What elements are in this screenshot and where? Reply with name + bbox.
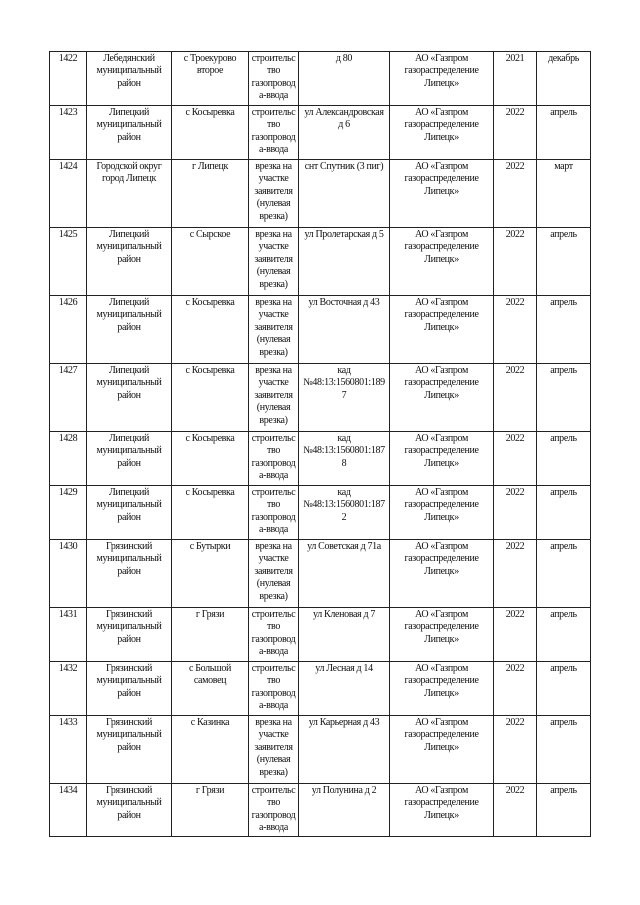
organization-cell: АО «Газпром газораспределение Липецк» <box>390 540 494 608</box>
organization-cell: АО «Газпром газораспределение Липецк» <box>390 662 494 716</box>
address-cell: ул Полунина д 2 <box>299 784 390 837</box>
settlement-cell: с Косыревка <box>172 486 249 540</box>
organization-cell: АО «Газпром газораспределение Липецк» <box>390 716 494 784</box>
table-row <box>50 784 591 837</box>
table-row <box>50 160 591 228</box>
work-type-cell: врезка на участке заявителя (нулевая врезка) <box>249 716 299 784</box>
table-row <box>50 486 591 540</box>
work-type-cell: строительство газопровода-ввода <box>249 52 299 106</box>
month-cell: апрель <box>537 364 591 432</box>
row-number-cell: 1428 <box>50 432 87 486</box>
work-type-cell: строительство газопровода-ввода <box>249 106 299 160</box>
settlement-cell: с Троекурово второе <box>172 52 249 106</box>
organization-cell: АО «Газпром газораспределение Липецк» <box>390 784 494 837</box>
row-number-cell: 1429 <box>50 486 87 540</box>
settlement-cell: с Казинка <box>172 716 249 784</box>
row-number-cell: 1427 <box>50 364 87 432</box>
municipal-area-cell: Грязинский муниципальный район <box>87 540 172 608</box>
year-cell: 2022 <box>494 608 537 662</box>
row-number-cell: 1431 <box>50 608 87 662</box>
row-number-cell: 1433 <box>50 716 87 784</box>
settlement-cell: с Косыревка <box>172 432 249 486</box>
municipal-area-cell: Грязинский муниципальный район <box>87 608 172 662</box>
month-cell: апрель <box>537 716 591 784</box>
settlement-cell: г Грязи <box>172 784 249 837</box>
month-cell: апрель <box>537 540 591 608</box>
organization-cell: АО «Газпром газораспределение Липецк» <box>390 228 494 296</box>
address-cell: ул Карьерная д 43 <box>299 716 390 784</box>
month-cell: декабрь <box>537 52 591 106</box>
organization-cell: АО «Газпром газораспределение Липецк» <box>390 296 494 364</box>
municipal-area-cell: Грязинский муниципальный район <box>87 662 172 716</box>
month-cell: апрель <box>537 228 591 296</box>
settlement-cell: г Грязи <box>172 608 249 662</box>
organization-cell: АО «Газпром газораспределение Липецк» <box>390 608 494 662</box>
work-type-cell: строительство газопровода-ввода <box>249 662 299 716</box>
organization-cell: АО «Газпром газораспределение Липецк» <box>390 432 494 486</box>
work-type-cell: строительство газопровода-ввода <box>249 486 299 540</box>
month-cell: апрель <box>537 784 591 837</box>
work-type-cell: врезка на участке заявителя (нулевая врезка) <box>249 540 299 608</box>
month-cell: март <box>537 160 591 228</box>
month-cell: апрель <box>537 432 591 486</box>
settlement-cell: с Косыревка <box>172 106 249 160</box>
table-row <box>50 432 591 486</box>
organization-cell: АО «Газпром газораспределение Липецк» <box>390 486 494 540</box>
work-type-cell: врезка на участке заявителя (нулевая врезка) <box>249 160 299 228</box>
row-number-cell: 1424 <box>50 160 87 228</box>
municipal-area-cell: Липецкий муниципальный район <box>87 432 172 486</box>
municipal-area-cell: Липецкий муниципальный район <box>87 296 172 364</box>
row-number-cell: 1434 <box>50 784 87 837</box>
settlement-cell: с Сырское <box>172 228 249 296</box>
address-cell: ул Александровская д 6 <box>299 106 390 160</box>
year-cell: 2022 <box>494 662 537 716</box>
address-cell: ул Восточная д 43 <box>299 296 390 364</box>
row-number-cell: 1430 <box>50 540 87 608</box>
year-cell: 2022 <box>494 296 537 364</box>
year-cell: 2022 <box>494 106 537 160</box>
municipal-area-cell: Липецкий муниципальный район <box>87 228 172 296</box>
table-row <box>50 716 591 784</box>
table-body <box>50 52 591 837</box>
address-cell: ул Кленовая д 7 <box>299 608 390 662</box>
month-cell: апрель <box>537 486 591 540</box>
month-cell: апрель <box>537 662 591 716</box>
municipal-area-cell: Липецкий муниципальный район <box>87 364 172 432</box>
settlement-cell: с Большой самовец <box>172 662 249 716</box>
work-type-cell: врезка на участке заявителя (нулевая врезка) <box>249 364 299 432</box>
address-cell: ул Советская д 71а <box>299 540 390 608</box>
work-type-cell: строительство газопровода-ввода <box>249 608 299 662</box>
address-cell: ул Лесная д 14 <box>299 662 390 716</box>
organization-cell: АО «Газпром газораспределение Липецк» <box>390 364 494 432</box>
municipal-area-cell: Липецкий муниципальный район <box>87 106 172 160</box>
table-row <box>50 106 591 160</box>
table-row <box>50 662 591 716</box>
work-type-cell: строительство газопровода-ввода <box>249 784 299 837</box>
address-cell: кад №48:13:1560801:1878 <box>299 432 390 486</box>
work-type-cell: врезка на участке заявителя (нулевая врезка) <box>249 296 299 364</box>
row-number-cell: 1432 <box>50 662 87 716</box>
address-cell: кад №48:13:1560801:1872 <box>299 486 390 540</box>
municipal-area-cell: Липецкий муниципальный район <box>87 486 172 540</box>
year-cell: 2022 <box>494 716 537 784</box>
table-row <box>50 228 591 296</box>
municipal-area-cell: Грязинский муниципальный район <box>87 716 172 784</box>
table-row <box>50 296 591 364</box>
year-cell: 2022 <box>494 784 537 837</box>
row-number-cell: 1426 <box>50 296 87 364</box>
row-number-cell: 1425 <box>50 228 87 296</box>
year-cell: 2022 <box>494 228 537 296</box>
year-cell: 2022 <box>494 540 537 608</box>
settlement-cell: с Косыревка <box>172 364 249 432</box>
year-cell: 2022 <box>494 364 537 432</box>
year-cell: 2021 <box>494 52 537 106</box>
table-row <box>50 540 591 608</box>
table-row <box>50 364 591 432</box>
organization-cell: АО «Газпром газораспределение Липецк» <box>390 106 494 160</box>
organization-cell: АО «Газпром газораспределение Липецк» <box>390 52 494 106</box>
work-type-cell: врезка на участке заявителя (нулевая врезка) <box>249 228 299 296</box>
row-number-cell: 1422 <box>50 52 87 106</box>
work-type-cell: строительство газопровода-ввода <box>249 432 299 486</box>
address-cell: д 80 <box>299 52 390 106</box>
year-cell: 2022 <box>494 486 537 540</box>
table-row <box>50 608 591 662</box>
row-number-cell: 1423 <box>50 106 87 160</box>
municipal-area-cell: Лебедянский муниципальный район <box>87 52 172 106</box>
municipal-area-cell: Грязинский муниципальный район <box>87 784 172 837</box>
month-cell: апрель <box>537 106 591 160</box>
organization-cell: АО «Газпром газораспределение Липецк» <box>390 160 494 228</box>
month-cell: апрель <box>537 608 591 662</box>
municipal-area-cell: Городской округ город Липецк <box>87 160 172 228</box>
address-cell: снт Спутник (3 пиг) <box>299 160 390 228</box>
year-cell: 2022 <box>494 432 537 486</box>
settlement-cell: с Бутырки <box>172 540 249 608</box>
address-cell: кад №48:13:1560801:1897 <box>299 364 390 432</box>
address-cell: ул Пролетарская д 5 <box>299 228 390 296</box>
gas-connection-table <box>49 51 591 837</box>
settlement-cell: с Косыревка <box>172 296 249 364</box>
settlement-cell: г Липецк <box>172 160 249 228</box>
table-row <box>50 52 591 106</box>
year-cell: 2022 <box>494 160 537 228</box>
month-cell: апрель <box>537 296 591 364</box>
